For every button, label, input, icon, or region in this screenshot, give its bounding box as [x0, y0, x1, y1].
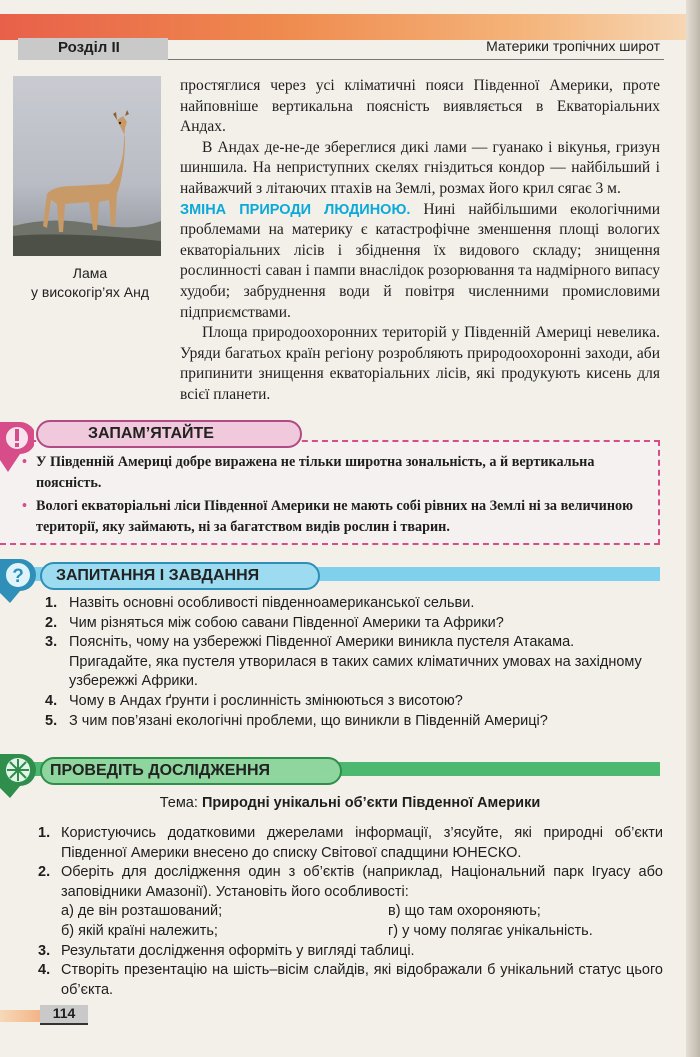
- paragraph-3-text: Нині найбільшими екологічними проблемами на материку є катастрофічне зменшення площі вологих екваторіальних лісів і збіднення їх видового складу; знищення рослинності саван і пампи внаслідок розорювання та надмірного випасу худоби; забруднення води й повітря численними промисловими підприємствами.: [180, 200, 660, 321]
- paragraph-1: простяглися через усі кліматичні пояси Південної Америки, проте найповніше вертикальна поясність виявляється в Екваторіальних Андах.: [180, 77, 660, 136]
- research-item: 2. Оберіть для дослідження один з об’єктів (наприклад, Національний парк Ігуасу або заповідники Амазонії). Установіть його особливості: а) де він розташований; в) що там охороняють; б) якій країні належить; г) у чому полягає унікальність.: [38, 863, 663, 941]
- option-c: в) що там охороняють;: [388, 903, 541, 920]
- research-title: ПРОВЕДІТЬ ДОСЛІДЖЕННЯ: [40, 757, 342, 785]
- section-label: Розділ II: [18, 38, 168, 60]
- option-b: б) якій країні належить;: [61, 922, 218, 939]
- question-item: 3. Поясніть, чому на узбережжі Південної Америки виникла пустеля Атакама. Пригадайте, яка пустеля утворилася в таких самих кліматичних умовах на західному узбережжі Африки.: [45, 634, 642, 690]
- running-title: Материки тропічних широт: [486, 38, 660, 54]
- paragraph-3-heading: ЗМІНА ПРИРОДИ ЛЮДИНОЮ.: [180, 201, 411, 218]
- main-text: [180, 76, 660, 406]
- top-color-strip: [0, 14, 700, 40]
- remember-item: • У Південній Америці добре виражена не тільки широтна зональність, а й вертикальна поясність.: [22, 452, 652, 493]
- research-topic: [0, 795, 700, 811]
- questions-list: [45, 594, 660, 731]
- topic-label: Тема:: [159, 795, 198, 811]
- question-item: 2. Чим різняться між собою савани Південної Америки та Африки?: [45, 614, 504, 631]
- page-edge-shadow: [686, 0, 700, 1057]
- question-mark-icon: [0, 555, 36, 603]
- paragraph-2: В Андах де-не-де збереглися дикі лами — гуанако і вікунья, гризун шиншила. На неприступних скелях гніздиться кондор — найбільший і найважчий з літаючих птахів на Землі, розмах його крил сягає 3 м.: [180, 138, 660, 197]
- remember-title: ЗАПАМ’ЯТАЙТЕ: [36, 420, 302, 448]
- topic-text: Природні унікальні об’єкти Південної Америки: [201, 795, 541, 811]
- remember-list: [22, 452, 652, 540]
- research-item: 1. Користуючись додатковими джерелами інформації, з’ясуйте, які природні об’єкти Південної Америки внесено до списку Світової спадщини ЮНЕСКО.: [38, 825, 663, 861]
- photo-caption: [5, 264, 175, 302]
- caption-line-1: Лама: [72, 265, 108, 281]
- question-item: 5. З чим пов’язані екологічні проблеми, що виникли в Південній Америці?: [45, 712, 548, 729]
- paragraph-3: [180, 200, 660, 324]
- page-number: 114: [40, 1005, 88, 1025]
- research-options: [61, 902, 663, 941]
- svg-text:?: ?: [12, 566, 24, 587]
- research-item: 4. Створіть презентацію на шість–вісім слайдів, які відображали б унікальний статус цього об’єкта.: [38, 962, 663, 998]
- research-list: [38, 824, 663, 1000]
- magnifier-compass-icon: [0, 750, 36, 798]
- remember-item: • Вологі екваторіальні ліси Південної Америки не мають собі рівних на Землі ні за величиною території, яку займають, ні за багатством видів рослин і тварин.: [22, 496, 652, 537]
- llama-photo: [13, 76, 161, 256]
- questions-title: ЗАПИТАННЯ І ЗАВДАННЯ: [40, 562, 320, 590]
- caption-line-2: у високогір’ях Анд: [31, 284, 149, 300]
- research-item: 3. Результати дослідження оформіть у вигляді таблиці.: [38, 942, 415, 959]
- option-a: а) де він розташований;: [61, 903, 223, 920]
- question-item: 1. Назвіть основні особливості південноамериканської сельви.: [45, 595, 475, 611]
- question-item: 4. Чому в Андах ґрунти і рослинність змінюються з висотою?: [45, 692, 463, 709]
- paragraph-4: Площа природоохоронних територій у Південній Америці невелика. Уряди багатьох країн регіону розробляють природоохоронні заходи, аби припинити знищення екваторіальних лісів, які продукують кисень для всієї планети.: [180, 324, 660, 403]
- option-d: г) у чому полягає унікальність.: [388, 922, 593, 939]
